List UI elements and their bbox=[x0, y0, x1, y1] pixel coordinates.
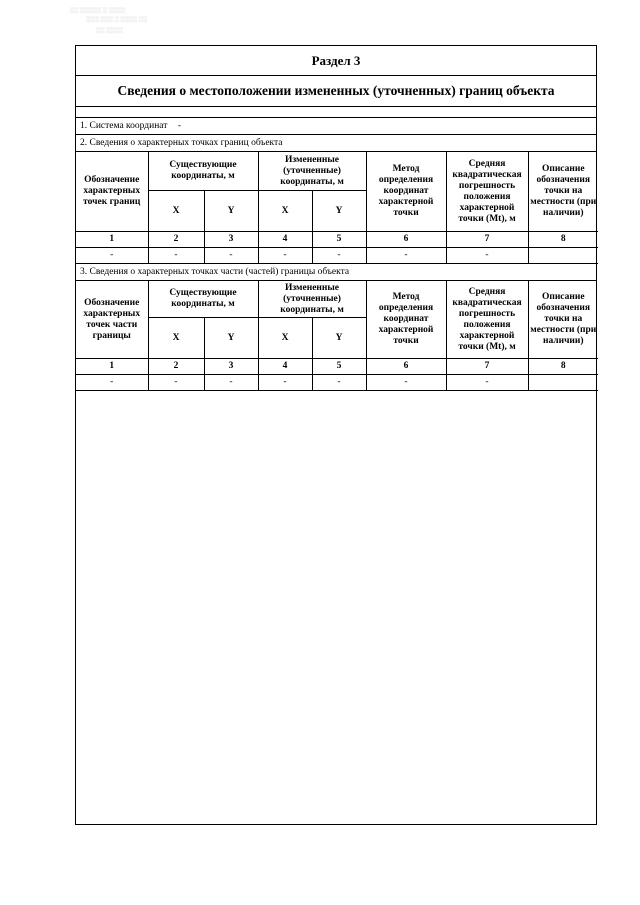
table-row bbox=[76, 248, 598, 264]
header-method: Метод определения координат характерной точки bbox=[366, 281, 446, 359]
column-number: 8 bbox=[528, 232, 598, 248]
coordinate-system-label: 1. Система координат bbox=[80, 121, 168, 131]
column-numbers-row bbox=[76, 359, 598, 375]
header-existing-y: Y bbox=[204, 191, 258, 232]
column-numbers-row bbox=[76, 232, 598, 248]
scan-artifact: ░░ ░░░░░ ░ ░░░░ bbox=[70, 8, 126, 14]
column-number: 3 bbox=[204, 359, 258, 375]
header-changed-x: X bbox=[258, 191, 312, 232]
column-number: 2 bbox=[148, 232, 204, 248]
header-error: Средняя квадратическая погрешность положения характерной точки (Mt), м bbox=[446, 281, 528, 359]
document-sheet bbox=[75, 45, 597, 825]
column-number: 4 bbox=[258, 359, 312, 375]
table-cell: - bbox=[366, 248, 446, 264]
table-cell: - bbox=[204, 248, 258, 264]
table-cell bbox=[528, 248, 598, 264]
table-row bbox=[76, 375, 598, 391]
table-cell: - bbox=[204, 375, 258, 391]
header-point-designation: Обозначение характерных точек части границы bbox=[76, 281, 148, 359]
table2-caption: 3. Сведения о характерных точках части (частей) границы объекта bbox=[76, 264, 596, 281]
header-existing-coordinates: Существующие координаты, м bbox=[148, 281, 258, 318]
column-number: 6 bbox=[366, 232, 446, 248]
table-cell bbox=[528, 375, 598, 391]
table-cell: - bbox=[76, 375, 148, 391]
column-number: 5 bbox=[312, 359, 366, 375]
header-existing-y: Y bbox=[204, 318, 258, 359]
header-existing-x: X bbox=[148, 318, 204, 359]
table1-caption: 2. Сведения о характерных точках границ объекта bbox=[76, 135, 596, 152]
table-cell: - bbox=[76, 248, 148, 264]
table-cell: - bbox=[446, 375, 528, 391]
column-number: 1 bbox=[76, 359, 148, 375]
column-number: 7 bbox=[446, 359, 528, 375]
column-number: 2 bbox=[148, 359, 204, 375]
scan-artifact: ░░░ ░░░ ░ ░░░░ ░░ bbox=[86, 17, 148, 23]
header-changed-coordinates: Измененные (уточненные) координаты, м bbox=[258, 152, 366, 191]
coordinate-system-value: - bbox=[177, 121, 181, 131]
header-changed-y: Y bbox=[312, 318, 366, 359]
column-number: 6 bbox=[366, 359, 446, 375]
header-error: Средняя квадратическая погрешность положения характерной точки (Mt), м bbox=[446, 152, 528, 232]
column-number: 7 bbox=[446, 232, 528, 248]
column-number: 1 bbox=[76, 232, 148, 248]
spacer-row bbox=[76, 107, 596, 118]
table-cell: - bbox=[312, 375, 366, 391]
header-existing-coordinates: Существующие координаты, м bbox=[148, 152, 258, 191]
table-cell: - bbox=[148, 375, 204, 391]
header-point-designation: Обозначение характерных точек границ bbox=[76, 152, 148, 232]
boundary-points-table bbox=[76, 152, 598, 264]
column-number: 3 bbox=[204, 232, 258, 248]
table-cell: - bbox=[258, 248, 312, 264]
column-number: 4 bbox=[258, 232, 312, 248]
section-heading: Раздел 3 bbox=[76, 46, 596, 76]
header-description: Описание обозначения точки на местности (при наличии) bbox=[528, 281, 598, 359]
header-changed-coordinates: Измененные (уточненные) координаты, м bbox=[258, 281, 366, 318]
header-changed-y: Y bbox=[312, 191, 366, 232]
scan-artifact: ░░ ░░░░ bbox=[96, 28, 124, 34]
part-boundary-points-table bbox=[76, 281, 598, 391]
column-number: 8 bbox=[528, 359, 598, 375]
header-description: Описание обозначения точки на местности (при наличии) bbox=[528, 152, 598, 232]
header-method: Метод определения координат характерной точки bbox=[366, 152, 446, 232]
table-cell: - bbox=[366, 375, 446, 391]
header-existing-x: X bbox=[148, 191, 204, 232]
coordinate-system-row bbox=[76, 118, 596, 135]
table-cell: - bbox=[258, 375, 312, 391]
section-title: Сведения о местоположении измененных (уточненных) границ объекта bbox=[76, 76, 596, 107]
table-cell: - bbox=[312, 248, 366, 264]
table-cell: - bbox=[148, 248, 204, 264]
header-changed-x: X bbox=[258, 318, 312, 359]
column-number: 5 bbox=[312, 232, 366, 248]
table-cell: - bbox=[446, 248, 528, 264]
